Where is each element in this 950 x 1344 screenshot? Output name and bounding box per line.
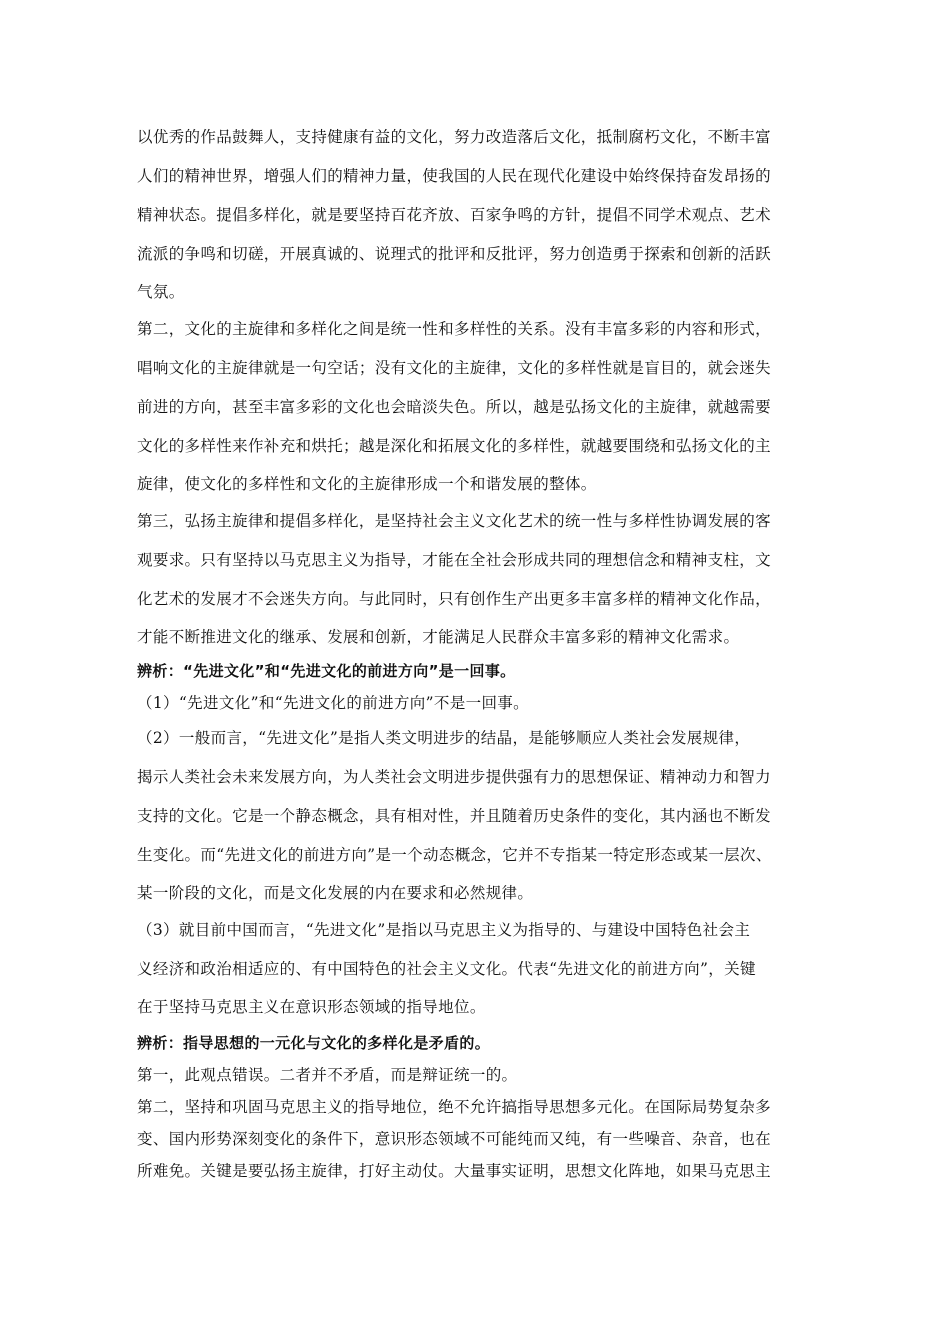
text-line: 变、国内形势深刻变化的条件下，意识形态领域不可能纯而又纯，有一些噪音、杂音，也在 <box>137 1130 772 1148</box>
text-line: 支持的文化。它是一个静态概念，具有相对性，并且随着历史条件的变化，其内涵也不断发 <box>137 807 772 825</box>
text-line: 第三，弘扬主旋律和提倡多样化，是坚持社会主义文化艺术的统一性与多样性协调发展的客 <box>137 512 772 530</box>
text-line: 以优秀的作品鼓舞人，支持健康有益的文化，努力改造落后文化，抵制腐朽文化，不断丰富 <box>137 128 772 146</box>
text-line: 第二，文化的主旋律和多样化之间是统一性和多样性的关系。没有丰富多彩的内容和形式， <box>137 320 772 338</box>
text-line: 某一阶段的文化，而是文化发展的内在要求和必然规律。 <box>137 884 534 902</box>
text-line: 义经济和政治相适应的、有中国特色的社会主义文化。代表“先进文化的前进方向”，关键 <box>137 960 756 978</box>
text-line: 所难免。关键是要弘扬主旋律，打好主动仗。大量事实证明，思想文化阵地，如果马克思主 <box>137 1162 772 1180</box>
text-line: （3）就目前中国而言，“先进文化”是指以马克思主义为指导的、与建设中国特色社会主 <box>137 921 751 939</box>
text-line: 才能不断推进文化的继承、发展和创新，才能满足人民群众丰富多彩的精神文化需求。 <box>137 628 740 646</box>
paragraph-block-3 <box>137 502 837 655</box>
section-heading-2: 辨析：指导思想的一元化与文化的多样化是矛盾的。 <box>137 1034 491 1052</box>
text-line: 精神状态。提倡多样化，就是要坚持百花齐放、百家争鸣的方针，提倡不同学术观点、艺术 <box>137 206 772 224</box>
text-line: 旋律，使文化的多样性和文化的主旋律形成一个和谐发展的整体。 <box>137 475 597 493</box>
document-page <box>137 118 837 1187</box>
text-line: 人们的精神世界，增强人们的精神力量，使我国的人民在现代化建设中始终保持奋发昂扬的 <box>137 167 772 185</box>
paragraph-block-4 <box>137 687 837 1025</box>
text-line: 前进的方向，甚至丰富多彩的文化也会暗淡失色。所以，越是弘扬文化的主旋律，就越需要 <box>137 398 772 416</box>
text-line: 气氛。 <box>137 283 185 301</box>
text-line: 第二，坚持和巩固马克思主义的指导地位，绝不允许搞指导思想多元化。在国际局势复杂多 <box>137 1098 772 1116</box>
text-line: 第一，此观点错误。二者并不矛盾，而是辩证统一的。 <box>137 1066 518 1084</box>
text-line: 文化的多样性来作补充和烘托；越是深化和拓展文化的多样性，就越要围绕和弘扬文化的主 <box>137 437 772 455</box>
paragraph-block-2 <box>137 310 837 502</box>
paragraph-block-1 <box>137 118 837 310</box>
text-line: 揭示人类社会未来发展方向，为人类社会文明进步提供强有力的思想保证、精神动力和智力 <box>137 768 772 786</box>
text-line: 唱响文化的主旋律就是一句空话；没有文化的主旋律，文化的多样性就是盲目的，就会迷失 <box>137 359 772 377</box>
section-heading-1: 辨析：“先进文化”和“先进文化的前进方向”是一回事。 <box>137 662 516 680</box>
text-line: 化艺术的发展才不会迷失方向。与此同时，只有创作生产出更多丰富多样的精神文化作品， <box>137 590 772 608</box>
text-line: 生变化。而“先进文化的前进方向”是一个动态概念，它并不专指某一特定形态或某一层次、 <box>137 846 772 864</box>
text-line: （2）一般而言，“先进文化”是指人类文明进步的结晶，是能够顺应人类社会发展规律， <box>137 729 751 747</box>
text-line: （1）“先进文化”和“先进文化的前进方向”不是一回事。 <box>137 694 530 712</box>
text-line: 观要求。只有坚持以马克思主义为指导，才能在全社会形成共同的理想信念和精神支柱，文 <box>137 551 772 569</box>
paragraph-block-5 <box>137 1059 837 1187</box>
text-line: 流派的争鸣和切磋，开展真诚的、说理式的批评和反批评，努力创造勇于探索和创新的活跃 <box>137 245 772 263</box>
text-line: 在于坚持马克思主义在意识形态领域的指导地位。 <box>137 998 486 1016</box>
